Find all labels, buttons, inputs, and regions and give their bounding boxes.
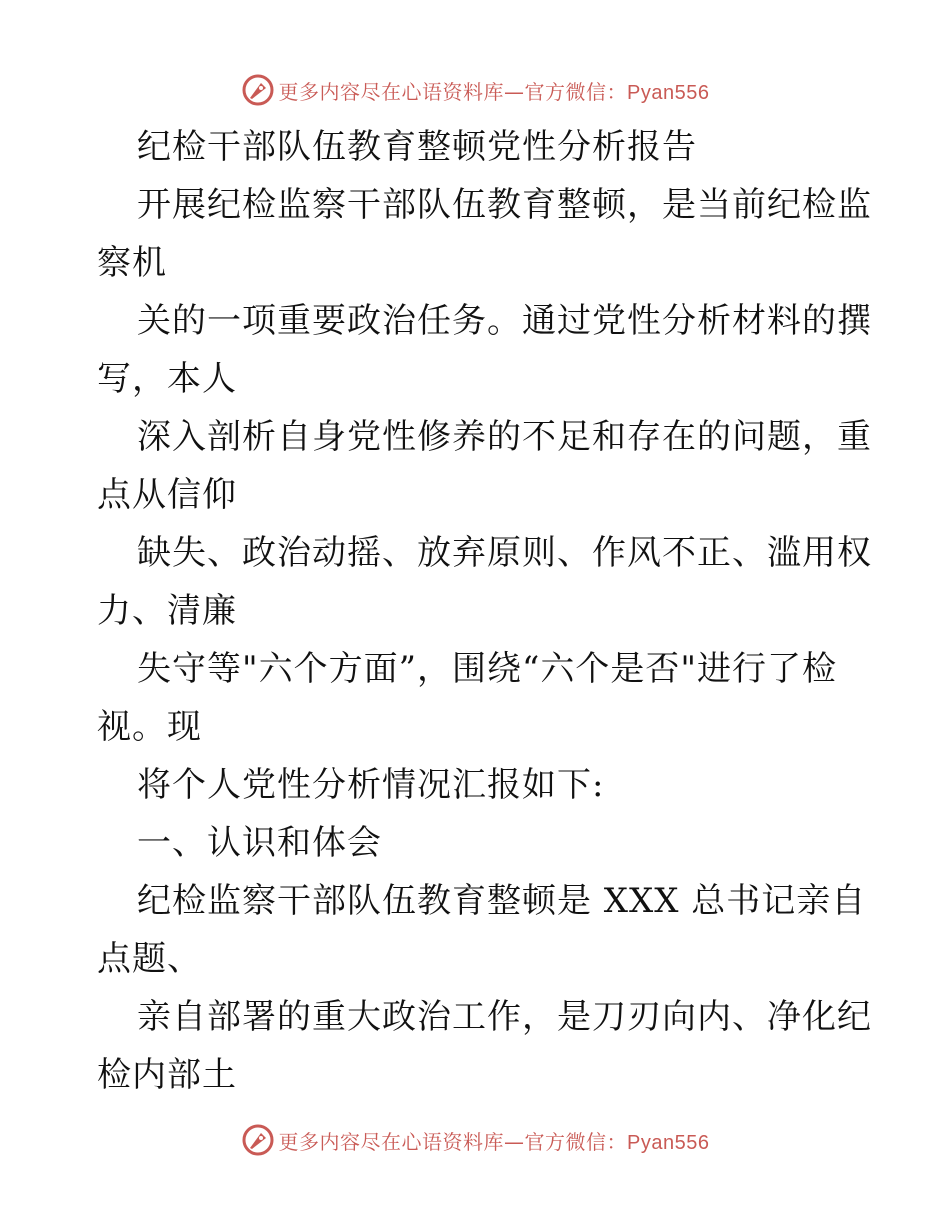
text-line: 点从信仰 — [97, 475, 237, 515]
text-line: 开展纪检监察干部队伍教育整顿，是当前纪检监 — [137, 185, 872, 225]
footer-watermark — [0, 1120, 950, 1160]
text-line: 亲自部署的重大政治工作，是刀刃向内、净化纪 — [137, 997, 872, 1037]
text-line: 纪检监察干部队伍教育整顿是 XXX 总书记亲自 — [137, 881, 867, 921]
watermark-text: 更多内容尽在心语资料库—官方微信：Pyan556 — [278, 79, 710, 104]
text-line: 察机 — [97, 243, 167, 283]
text-line: 缺失、政治动摇、放弃原则、作风不正、滥用权 — [137, 533, 872, 573]
text-line: 将个人党性分析情况汇报如下: — [137, 765, 605, 805]
text-line: 视。现 — [97, 707, 202, 747]
text-line: 检内部土 — [97, 1055, 237, 1095]
text-line: 写，本人 — [97, 359, 237, 399]
pen-nib-logo-icon — [241, 73, 275, 107]
text-line: 关的一项重要政治任务。通过党性分析材料的撰 — [137, 301, 872, 341]
text-line: 力、清廉 — [97, 591, 237, 631]
header-watermark — [0, 70, 950, 110]
watermark-text: 更多内容尽在心语资料库—官方微信：Pyan556 — [278, 1129, 710, 1154]
document-title: 纪检干部队伍教育整顿党性分析报告 — [137, 127, 697, 167]
text-line: 失守等"六个方面”，围绕“六个是否"进行了检 — [137, 649, 838, 689]
document-body — [97, 118, 872, 1104]
pen-nib-logo-icon — [241, 1123, 275, 1157]
text-line: 点题、 — [97, 939, 202, 979]
text-line: 深入剖析自身党性修养的不足和存在的问题，重 — [137, 417, 872, 457]
section-heading: 一、认识和体会 — [137, 823, 382, 863]
